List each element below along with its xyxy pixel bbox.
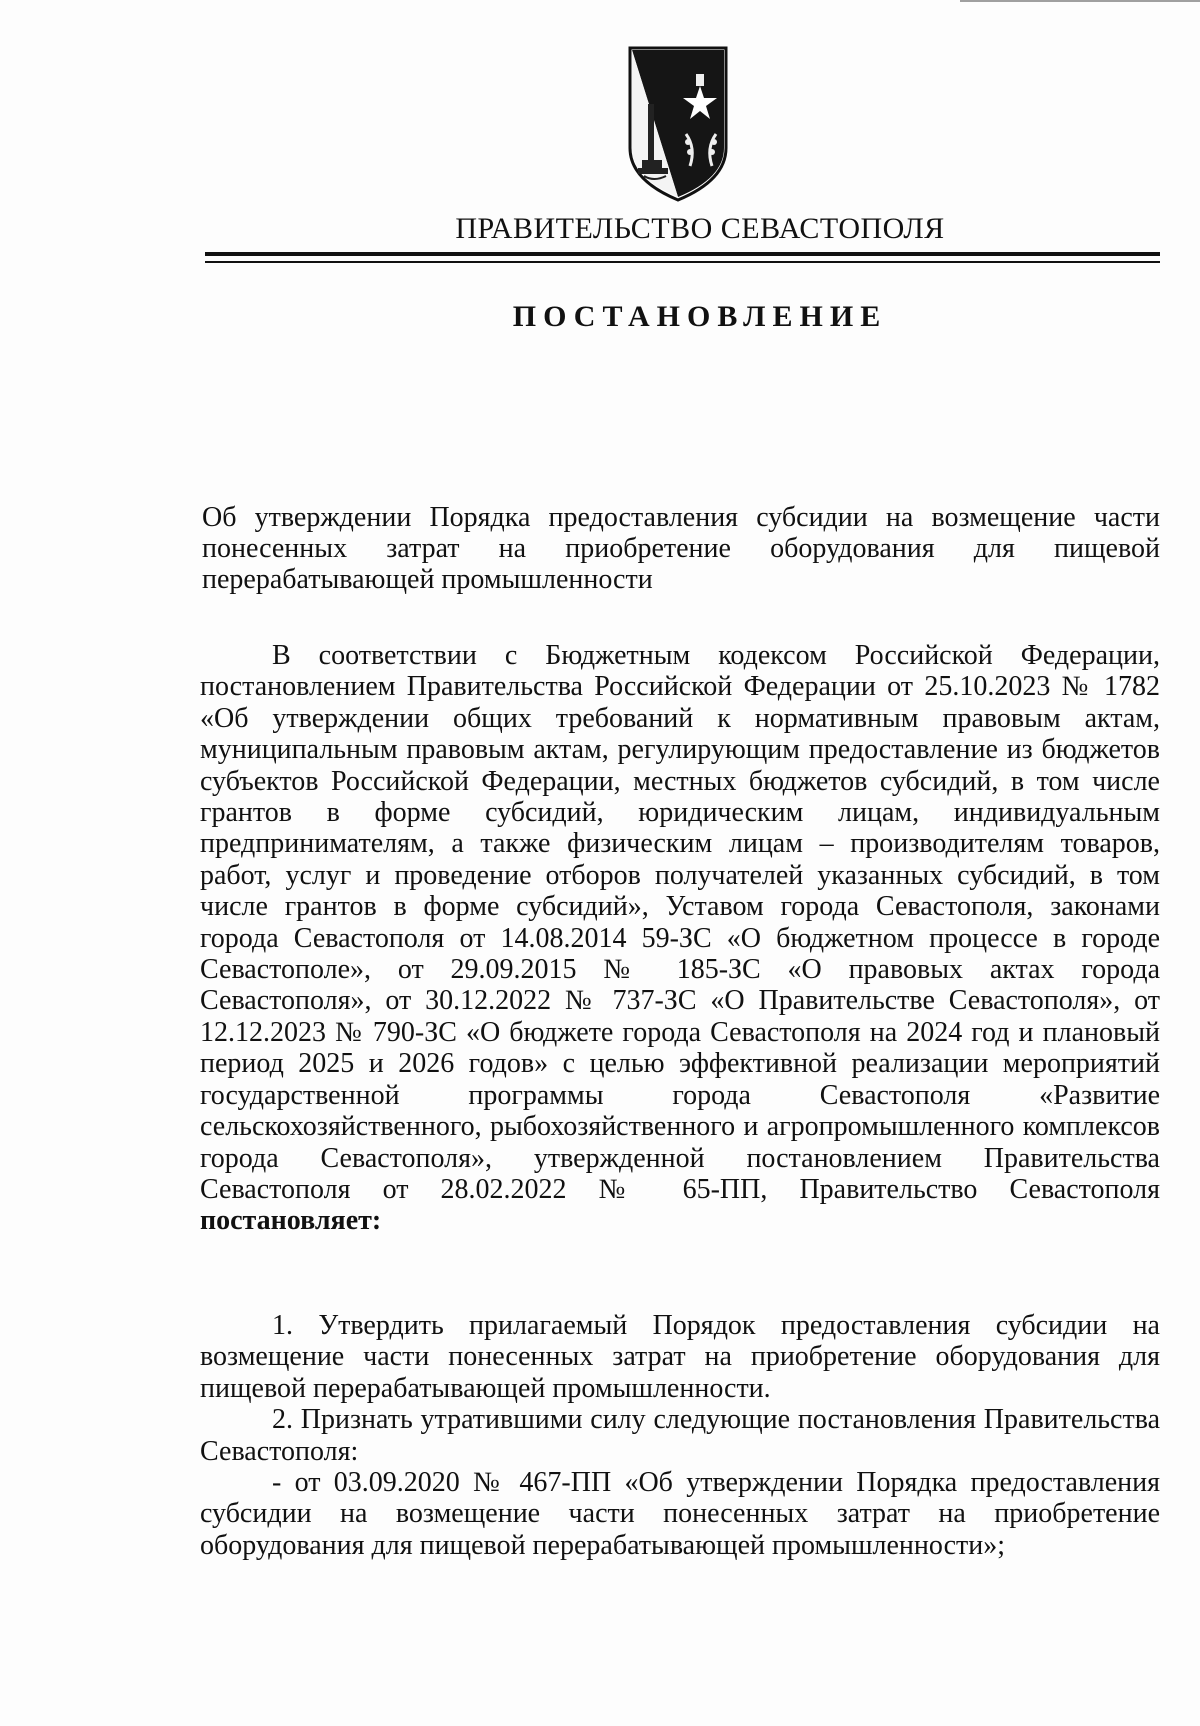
preamble-paragraph <box>200 640 1160 1237</box>
scan-edge-mark <box>960 0 1200 2</box>
decision-word: постановляет: <box>200 1205 382 1237</box>
coat-of-arms-icon <box>624 44 732 206</box>
document-type-heading: ПОСТАНОВЛЕНИЕ <box>512 300 888 333</box>
resolution-item-1: 1. Утвердить прилагаемый Порядок предоставления субсидии на возмещение части понесенных затрат на приобретение оборудования для пищевой перерабатывающей промышленности. <box>200 1310 1160 1404</box>
document-subject: Об утверждении Порядка предоставления субсидии на возмещение части понесенных затрат на приобретение оборудования для пищевой перерабатывающей промышленности <box>202 502 1160 595</box>
preamble-section <box>200 640 1160 1237</box>
resolution-item-2-subitem: - от 03.09.2020 № 467-ПП «Об утверждении Порядка предоставления субсидии на возмещение части понесенных затрат на приобретение оборудования для пищевой перерабатывающей промышленности»; <box>200 1467 1160 1561</box>
resolution-item-2: 2. Признать утратившими силу следующие постановления Правительства Севастополя: <box>200 1404 1160 1467</box>
resolution-items <box>200 1310 1160 1561</box>
preamble-text: В соответствии с Бюджетным кодексом Российской Федерации, постановлением Правительства Российской Федерации от 25.10.2023 № 1782 «Об утверждении общих требований к нормативным правовым актам, муниципальным правовым актам, регулирующим предоставление из бюджетов субъектов Российской Федерации, местных бюджетов субсидий, в том числе грантов в форме субсидий, юридическим лицам, индивидуальным предпринимателям, а также физическим лицам – производителям товаров, работ, услуг и проведение отборов получателей указанных субсидий, в том числе грантов в форме субсидий», Уставом города Севастополя, законами города Севастополя от 14.08.2014 59-ЗС «О бюджетном процессе в городе Севастополе», от 29.09.2015 № 185-ЗС «О правовых актах города Севастополя», от 30.12.2022 № 737-ЗС «О Правительстве Севастополя», от 12.12.2023 № 790-ЗС «О бюджете города Севастополя на 2024 год и плановый период 2025 и 2026 годов» с целью эффективной реализации мероприятий государственной программы города Севастополя «Развитие сельскохозяйственного, рыбохозяйственного и агропромышленного комплексов города Севастополя», утвержденной постановлением Правительства Севастополя от 28.02.2022 № 65-ПП, Правительство Севастополя <box>200 640 1160 1205</box>
organization-title: ПРАВИТЕЛЬСТВО СЕВАСТОПОЛЯ <box>455 212 945 245</box>
header-divider-thin <box>205 261 1160 263</box>
header-divider-thick <box>205 252 1160 256</box>
